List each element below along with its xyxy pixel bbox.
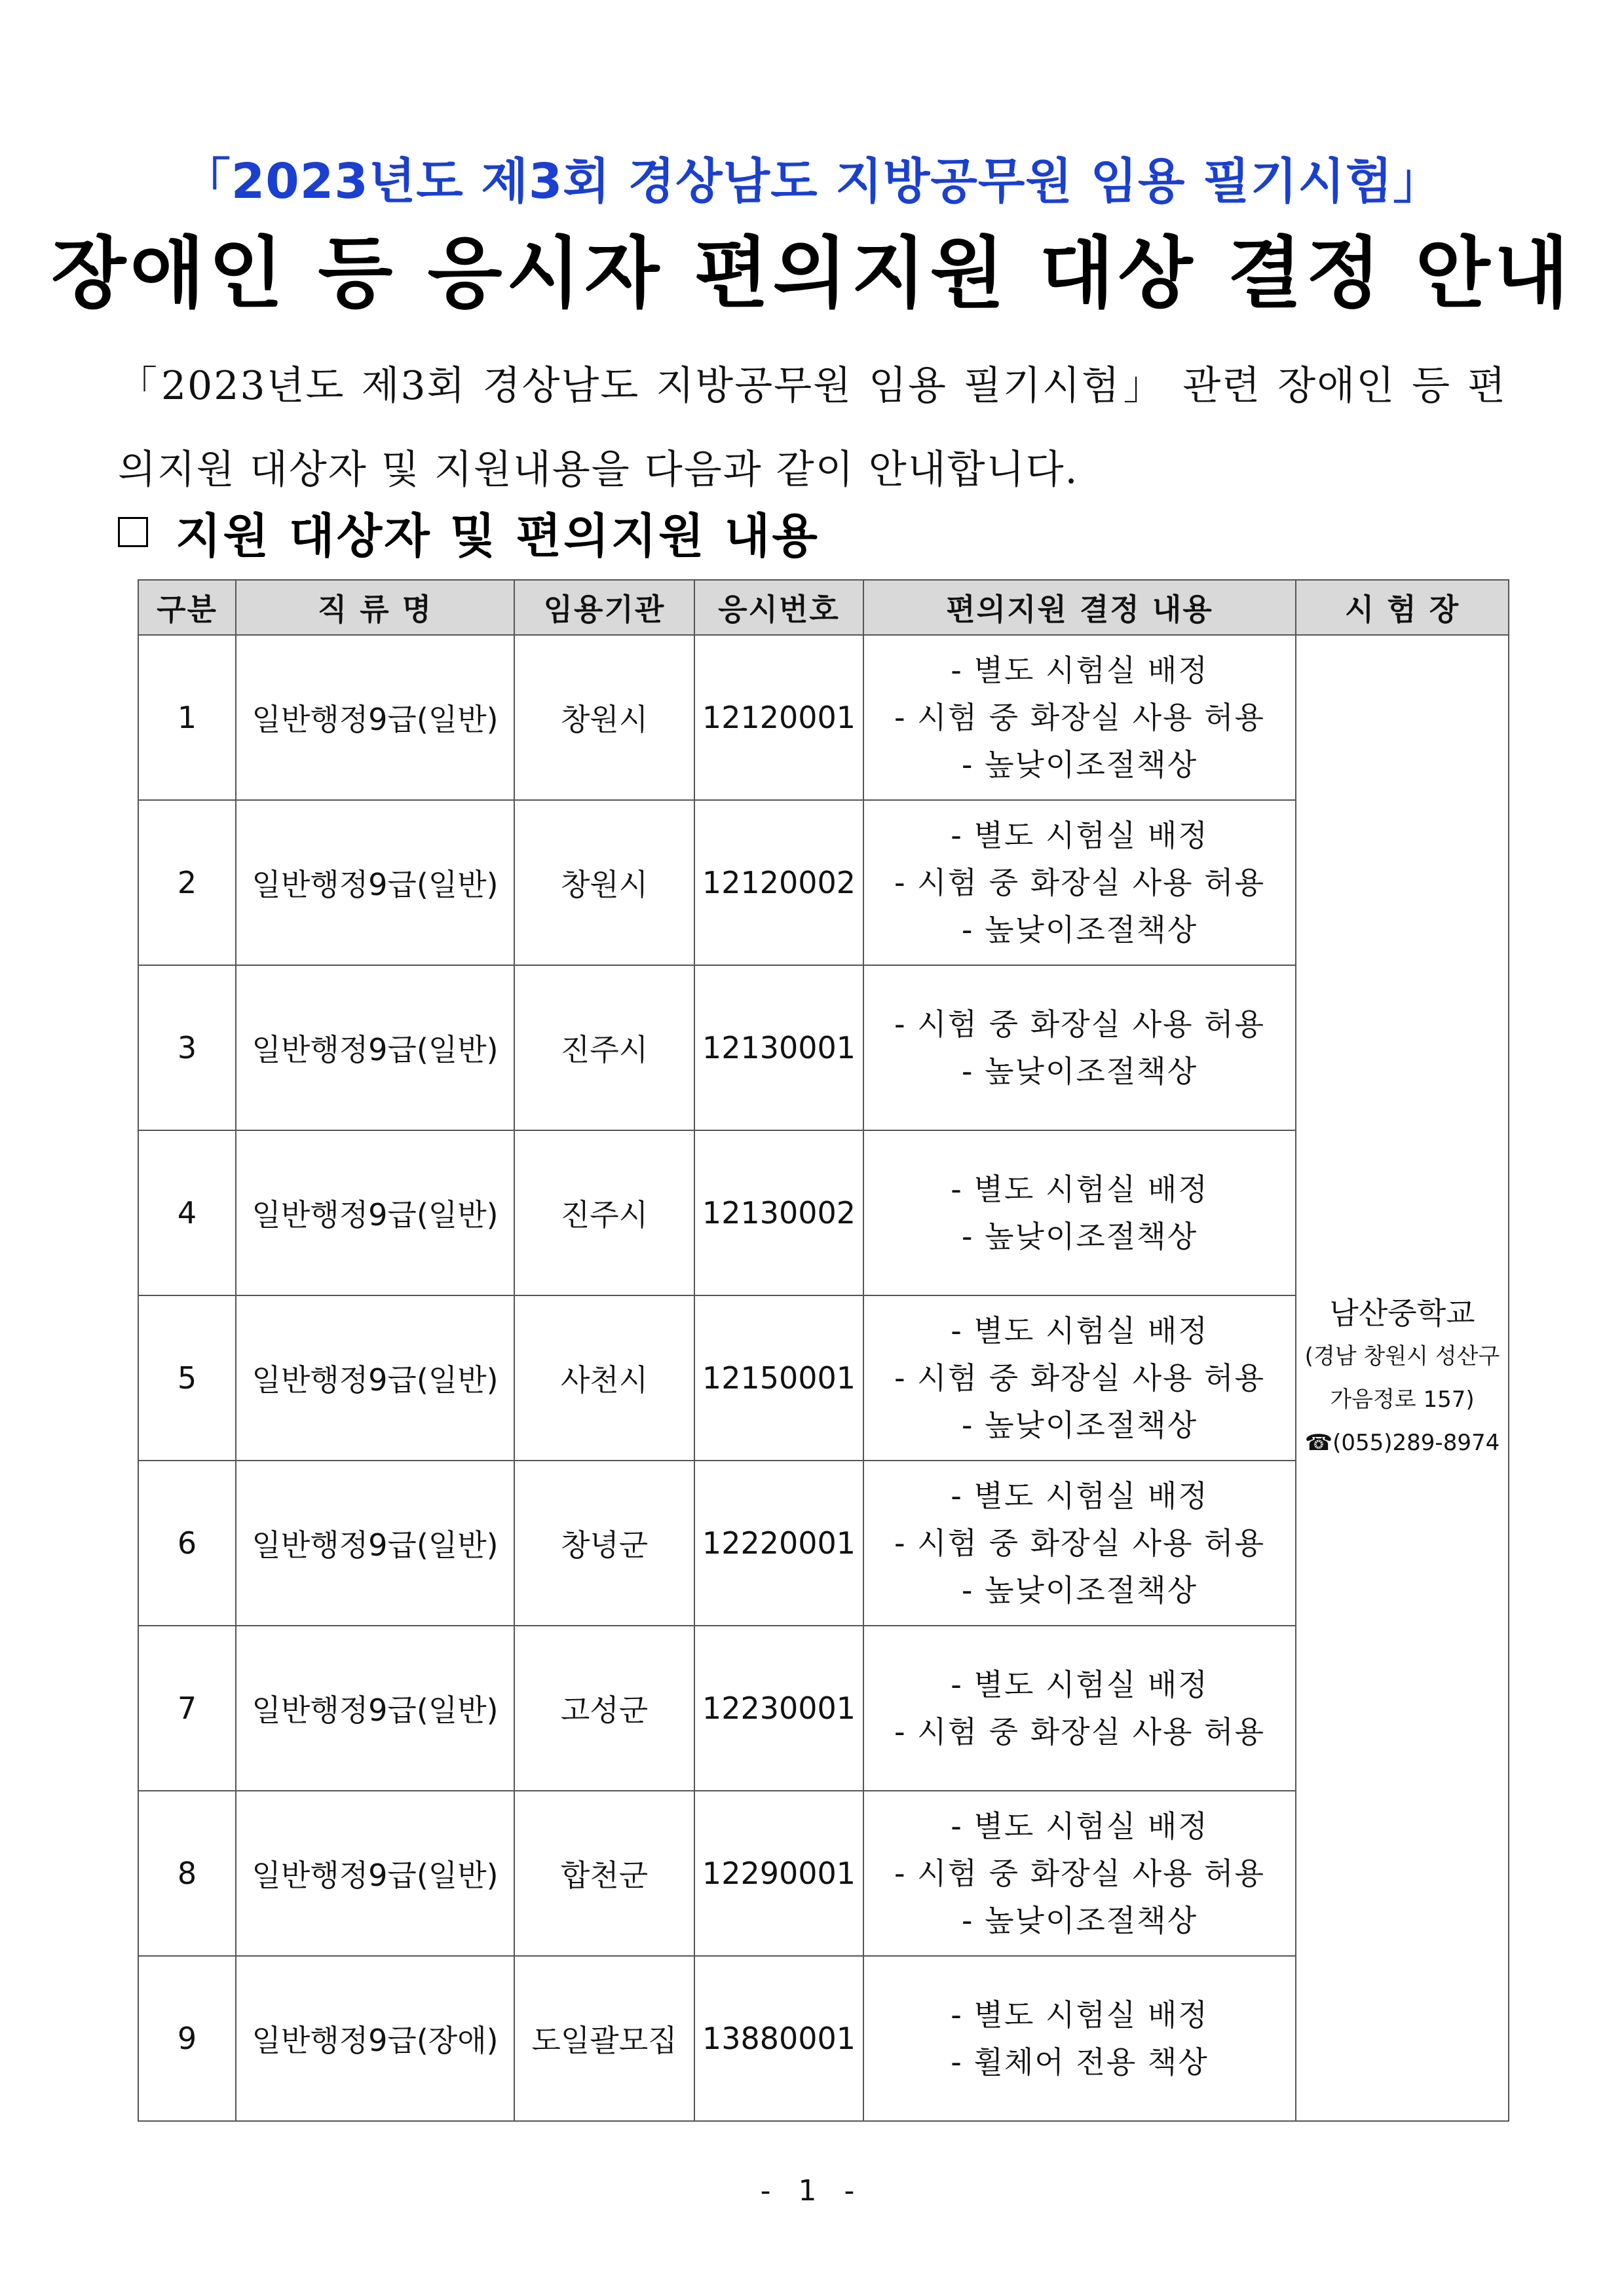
header-cell: 시 험 장 [1296,580,1509,635]
support-item: - 별도 시험실 배정 [951,818,1209,853]
exam-number: 12130002 [694,1130,863,1295]
support-content [863,1791,1296,1956]
header-cell: 구분 [138,580,236,635]
agency: 진주시 [514,1130,694,1295]
agency: 창원시 [514,800,694,965]
intro-paragraph: 「2023년도 제3회 경상남도 지방공무원 임용 필기시험」 관련 장애인 등 편의지원 대상자 및 지원내용을 다음과 같이 안내합니다. [118,363,1507,493]
support-content [863,1461,1296,1626]
job-class: 일반행정9급(장애) [236,1956,514,2121]
support-content [863,635,1296,800]
square-bullet-icon [118,517,148,547]
header-cell: 직 류 명 [236,580,514,635]
job-class: 일반행정9급(일반) [236,1626,514,1791]
support-item: - 별도 시험실 배정 [951,1667,1209,1702]
support-item: - 높낮이조절책상 [961,1573,1198,1608]
venue-address-line2: 가음정로 157) [1330,1387,1475,1413]
support-content [863,800,1296,965]
agency: 고성군 [514,1626,694,1791]
support-item: - 시험 중 화장실 사용 허용 [894,865,1266,900]
header-cell: 응시번호 [694,580,863,635]
row-number: 7 [138,1626,236,1791]
support-item: - 높낮이조절책상 [961,747,1198,782]
support-item: - 높낮이조절책상 [961,1054,1198,1089]
page-number: - 1 - [760,2174,864,2208]
section-heading [118,498,820,566]
support-content [863,965,1296,1130]
row-number: 8 [138,1791,236,1956]
venue-address-line1: (경남 창원시 성산구 [1304,1343,1500,1369]
support-item: - 시험 중 화장실 사용 허용 [894,1360,1266,1396]
support-content [863,1295,1296,1461]
exam-venue [1296,635,1509,2121]
header-cell: 임용기관 [514,580,694,635]
table-row [138,635,1509,800]
support-content [863,1626,1296,1791]
support-item: - 높낮이조절책상 [961,912,1198,947]
support-item: - 별도 시험실 배정 [951,653,1209,688]
support-item: - 별도 시험실 배정 [951,1478,1209,1514]
row-number: 6 [138,1461,236,1626]
support-item: - 휠체어 전용 책상 [951,2044,1209,2080]
agency: 창녕군 [514,1461,694,1626]
row-number: 5 [138,1295,236,1461]
exam-number: 12290001 [694,1791,863,1956]
venue-name: 남산중학교 [1329,1295,1475,1331]
support-item: - 시험 중 화장실 사용 허용 [894,1525,1266,1561]
row-number: 4 [138,1130,236,1295]
row-number: 2 [138,800,236,965]
support-item: - 시험 중 화장실 사용 허용 [894,1714,1266,1750]
row-number: 3 [138,965,236,1130]
job-class: 일반행정9급(일반) [236,1791,514,1956]
venue-phone: ☎(055)289-8974 [1304,1430,1500,1456]
section-heading-label: 지원 대상자 및 편의지원 내용 [176,508,820,564]
job-class: 일반행정9급(일반) [236,635,514,800]
agency: 도일괄모집 [514,1956,694,2121]
exam-number: 12130001 [694,965,863,1130]
table-header-row [138,580,1509,635]
document-subtitle: 「2023년도 제3회 경상남도 지방공무원 임용 필기시험」 [181,153,1443,210]
exam-number: 12120001 [694,635,863,800]
row-number: 1 [138,635,236,800]
support-content [863,1956,1296,2121]
exam-number: 12230001 [694,1626,863,1791]
support-item: - 별도 시험실 배정 [951,1172,1209,1207]
agency: 진주시 [514,965,694,1130]
exam-number: 12150001 [694,1295,863,1461]
row-number: 9 [138,1956,236,2121]
exam-number: 12120002 [694,800,863,965]
support-item: - 시험 중 화장실 사용 허용 [894,1006,1266,1042]
support-item: - 높낮이조절책상 [961,1219,1198,1254]
job-class: 일반행정9급(일반) [236,1461,514,1626]
job-class: 일반행정9급(일반) [236,1130,514,1295]
agency: 합천군 [514,1791,694,1956]
job-class: 일반행정9급(일반) [236,1295,514,1461]
support-item: - 별도 시험실 배정 [951,1997,1209,2033]
agency: 사천시 [514,1295,694,1461]
exam-number: 13880001 [694,1956,863,2121]
support-item: - 높낮이조절책상 [961,1407,1198,1443]
header-cell: 편의지원 결정 내용 [863,580,1296,635]
document-title: 장애인 등 응시자 편의지원 대상 결정 안내 [51,228,1573,318]
support-item: - 시험 중 화장실 사용 허용 [894,700,1266,735]
exam-number: 12220001 [694,1461,863,1626]
support-table [138,579,1509,2122]
job-class: 일반행정9급(일반) [236,800,514,965]
support-item: - 높낮이조절책상 [961,1903,1198,1938]
support-content [863,1130,1296,1295]
support-item: - 별도 시험실 배정 [951,1808,1209,1844]
support-item: - 별도 시험실 배정 [951,1313,1209,1349]
agency: 창원시 [514,635,694,800]
support-item: - 시험 중 화장실 사용 허용 [894,1856,1266,1891]
job-class: 일반행정9급(일반) [236,965,514,1130]
